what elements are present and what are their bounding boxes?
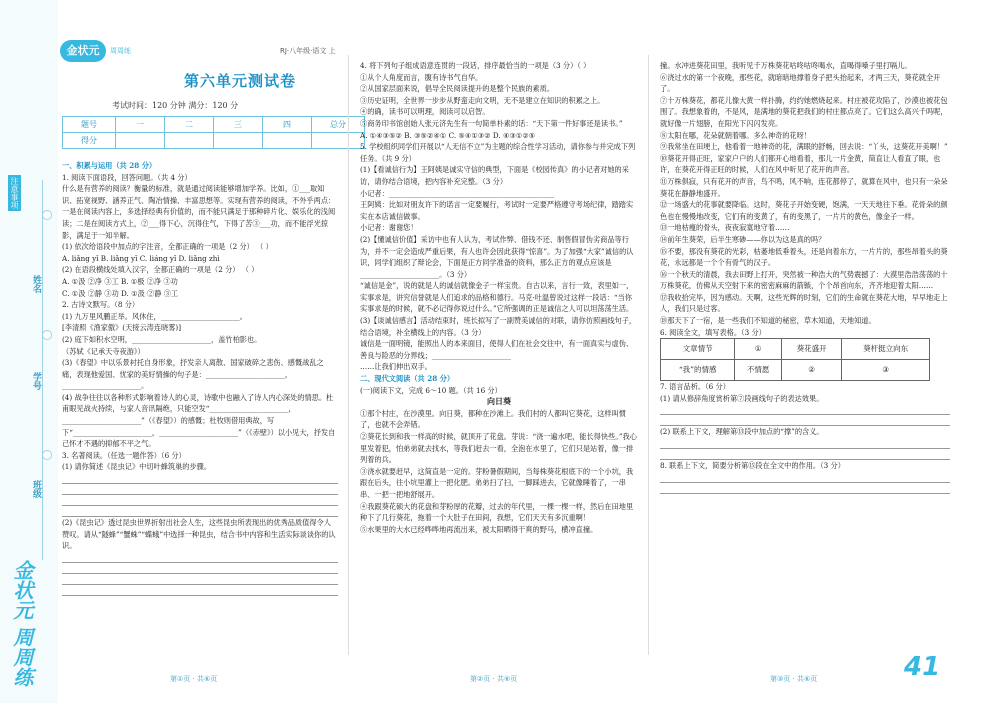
score-cell bbox=[263, 133, 312, 149]
question-text: ⑤水果里的大水已经哗哗地再流出来，被太阳晒得干爽的野马，横冲直撞。 bbox=[360, 524, 598, 534]
answer-line bbox=[62, 563, 338, 574]
question-text: (1) 依次给语段中加点的字注音，全都正确的一项是（2 分） （ ） bbox=[62, 242, 273, 252]
score-header: 题号 bbox=[63, 117, 116, 133]
page-number: 41 bbox=[904, 652, 941, 682]
question-text: ③历史证明，全世界一步步从野蛮走向文明，无不是建立在知识的积累之上。 bbox=[360, 95, 605, 105]
answer-line bbox=[660, 472, 950, 483]
table-cell: 葵杆挺立向东 bbox=[842, 339, 930, 360]
side-tag: 注意事项 bbox=[10, 177, 19, 209]
answer-line bbox=[62, 574, 338, 585]
question-text: ⑪万株俱寂，只有花开的声音，鸟不鸣，风不响，连花都停了，就算在风中，也只有一朵朵葵花在静静地盛开。 bbox=[660, 176, 948, 198]
page-title: 第六单元测试卷 bbox=[183, 72, 296, 90]
question-text: A. liǎng yǐ B. liǎng yǐ C. liáng yǐ D. liǎng zhì bbox=[62, 253, 220, 263]
question-text: (2) 联系上下文，理解第⑬段中加点的“撑”的含义。 bbox=[660, 427, 824, 437]
question-text: “诚信是金”，说的就是人的诚信就像金子一样宝贵。自古以来，言行一致，表里如一，实事求是，讲究信誉就是人们追求的品格和德行。马克·吐温曾说过这样一段话：“当你实事求是的时候，就不必记得你说过什么。”它所强调的正是诚信之人可以坦荡荡生活。 bbox=[360, 281, 634, 314]
answer-line bbox=[660, 404, 950, 415]
table-cell: “我”的情感 bbox=[661, 360, 735, 381]
table-cell: ③ bbox=[842, 360, 930, 381]
question-text: ⑥浇过水的第一个夜晚，那些花，就暗暗地撑着身子把头抬起来，才两三天，葵花就全开了。 bbox=[660, 72, 941, 94]
question-text: ⑭前年生葵荣，后半生寒碜——你以为这是真的吗？ bbox=[660, 234, 826, 244]
reading-table bbox=[660, 338, 930, 381]
question-text: ⑧太阳在哪，花朵就朝着哪。多么神奇的花呀！ bbox=[660, 130, 811, 140]
question-text: A. ①④③⑤② B. ③⑤②④① C. ⑤④①③② D. ④③①②⑤ bbox=[360, 130, 536, 140]
answer-line bbox=[660, 483, 950, 494]
question-text: 诚信是一面明镜，能照出人的本来面目，使得人们在社会交往中，有一面真实与虚伪、善良与险恶的分界线；______________________ bbox=[360, 339, 634, 360]
answer-line bbox=[62, 506, 338, 517]
column-2 bbox=[360, 60, 638, 535]
question-text: (2)《昆虫记》透过昆虫世界折射出社会人生，这些昆虫所表现出的优秀品质值得令人赞叹。请从“隧蜂”“蟹蛛”“蝶蛾”中选择一种昆虫，结合书中内容和生活实际谈谈你的认识。 bbox=[62, 518, 336, 551]
answer-line bbox=[660, 438, 950, 449]
question-text: [李清照《渔家傲》(天接云涛连晓雾)] bbox=[62, 323, 182, 333]
question-text: 撞。水冲进葵花田里，我听见千万株葵花咕咚咕咚喝水，直喝得嗓子里打嗝儿。 bbox=[660, 61, 912, 70]
passage-title: 向日葵 bbox=[487, 396, 511, 407]
table-cell: 文章情节 bbox=[661, 339, 735, 360]
question-text: (1)【看诚信行为】王阿姨是诚实守信的典型，下面是《校园传真》的小记者对她的采访，请你结合语境，把内容补充完整。（3 分） bbox=[360, 165, 629, 186]
question-text: 小记者：谢谢您！ bbox=[360, 223, 418, 233]
question-text: 小记者：______________________________________________ bbox=[360, 188, 555, 198]
score-header: 总分 bbox=[312, 117, 365, 133]
question-text: ⑮不要，那没有葵花的光彩，枯萎地低垂着头，还是向着东方，一片片的，那些昂着头的葵花，永远都是一个个有骨气的汉子。 bbox=[660, 246, 948, 268]
footer-page-2: 第②页 · 共⑥页 bbox=[470, 675, 518, 683]
question-text: 1. 阅读下面语段，回答问题。（共 4 分） bbox=[62, 172, 192, 182]
question-text: ⑩葵花开得正旺，家家户户的人们都开心地看着，那儿一片金黄，简直让人看直了眼，也许，在葵花开得正旺的时候，人们在风中听见了花开的声音。 bbox=[660, 153, 941, 175]
question-text: (4) 战争往往以各种形式影响着诗人的心灵，诗歌中也融入了诗人内心深处的情思。杜甫眼见战火持续，与家人音讯隔绝，只能空发“______________________，______________________”（《春望》）的感慨；杜牧则借用典故，写下“______________________，______________________”（《赤壁》）以小见大，抒发自己怀才不遇的抑郁不平之气。 bbox=[62, 392, 336, 449]
grade-label: RJ·八年级·语文 上 bbox=[280, 47, 336, 55]
class-label: 班级 bbox=[31, 480, 41, 498]
score-cell bbox=[116, 133, 165, 149]
question-text: ⑬一地枯瘦的骨头，夜夜寂寞地守着…… bbox=[660, 223, 790, 233]
question-text: 什么是有营养的阅读？衡量的标准，就是通过阅读能够增加学养。比如，①___取知识、拓宽视野、涵养正气、陶冶情操、丰富思想等。实现有营养的阅读，不外乎两点：一是在阅读内容上，多选择经典有价值的，而不能只满足于那种碎片化、娱乐化的浅阅读；二是在阅读方式上，②___得下心，沉得住气，下得了苦③___功，而不能浮光掠影，满足于一知半解。 bbox=[62, 184, 336, 240]
binding-line bbox=[42, 180, 43, 560]
question-text: 5. 学校组织同学们开展以“人无信不立”为主题的综合性学习活动，请你参与并完成下列任务。（共 9 分） bbox=[360, 142, 636, 163]
question-text: ①那个村庄，在沙漠里。向日葵，都种在沙滩上。我们村的人都叫它葵花，这样叫惯了，也就不会弄错。 bbox=[360, 408, 626, 430]
brand-vertical: 金状元 周周练 bbox=[10, 560, 34, 687]
question-text: 8. 联系上下文，简要分析第⑮段在全文中的作用。（3 分） bbox=[660, 461, 845, 471]
question-text: ①从个人角度而言，腹有诗书气自华。 bbox=[360, 72, 483, 82]
question-text: ②从国家层面来说，倡导全民阅读提升的是整个民族的素质。 bbox=[360, 84, 555, 94]
column-divider bbox=[648, 55, 649, 655]
answer-line bbox=[62, 552, 338, 563]
question-text: (3)《春望》中以乐景衬托自身形象，抒发亲人离散、国家破碎之悲伤、感慨战乱之痛，表现他爱国、忧家的美好情操的句子是：______________________，______________________。 bbox=[62, 358, 324, 391]
question-text: ⑯一个秋天的清晨，我去田野上打开，突然被一种浩大的气势震撼了：大漠里浩浩荡荡的十万株葵花，仿佛从天空射下来的密密麻麻的箭镞，个个昂首向东，齐齐地迎着太阳…… bbox=[660, 269, 948, 291]
score-header: 四 bbox=[263, 117, 312, 133]
column-1 bbox=[62, 160, 338, 596]
question-text: 4. 将下列句子组成语意连贯的一段话，排序最恰当的一项是（3 分）（ ） bbox=[360, 61, 591, 70]
question-text: ③浇水就要赶早，这简直是一定的。芽粉暑假期间，当每株葵花根底下的一个小坑，我跟在后头，往小坑里灌上一把化肥。弟弟扫了扫，一脚踩进去，它就像睡着了，一串串、一把一把地舒展开。 bbox=[360, 466, 634, 499]
table-cell: ① bbox=[735, 339, 782, 360]
answer-line bbox=[62, 585, 338, 596]
score-table bbox=[62, 116, 365, 149]
question-text: (2) 庭下如积水空明，______________________，盖竹柏影也。 bbox=[62, 334, 262, 344]
section-heading: 一、积累与运用（共 28 分） bbox=[62, 161, 157, 170]
question-text: A. ①汲 ②净 ③工 B. ①极 ②净 ③功 bbox=[62, 276, 178, 286]
score-header: 三 bbox=[214, 117, 263, 133]
footer-page-1: 第①页 · 共⑥页 bbox=[170, 675, 218, 683]
question-text: C. ①汲 ②静 ③功 D. ①汲 ②静 ③工 bbox=[62, 288, 179, 298]
question-text: （苏轼《记承天寺夜游》） bbox=[62, 346, 145, 356]
score-cell bbox=[214, 133, 263, 149]
footer-page-3: 第③页 · 共⑥页 bbox=[770, 675, 818, 683]
question-text: (一)阅读下文，完成 6～10 题。（共 16 分） bbox=[360, 385, 502, 395]
score-header: 二 bbox=[165, 117, 214, 133]
score-cell bbox=[312, 133, 365, 149]
question-text: ⑱那天下了一宿，是一些我们不知道的秘密，草木知道，天地知道。 bbox=[660, 316, 876, 326]
answer-line bbox=[62, 473, 338, 484]
question-text: ⑤商务印书馆创始人张元济先生有一句简单朴素的话：“天下第一件好事还是读书。” bbox=[360, 118, 623, 128]
question-text: 7. 语言品析。（6 分） bbox=[660, 382, 730, 392]
brand-logo: 金状元 bbox=[60, 40, 106, 62]
answer-line bbox=[62, 484, 338, 495]
binding-hole bbox=[42, 330, 52, 340]
question-text: ⑫一场盛大的花事就要降临。这时，葵花子开始变硬，饱满，一天天地往下垂。花骨朵的颜色也在慢慢地改变，它们有的变黄了，有的变黑了，一片片的黄色，像金子一样。 bbox=[660, 200, 948, 221]
question-text: (2)【懂诚信价值】采访中也有人认为，考试作弊、借钱不还、制售假冒伪劣商品等行为，并不一定会造成严重后果，有人也许会因此获得“惊喜”。为了加强“大家”诚信的认识，同学们组织了辩论会，下面是正方同学准备的资料，那么正方的观点应该是______________________。（3 分） bbox=[360, 234, 634, 279]
score-cell bbox=[165, 133, 214, 149]
brand-sub: 周周练 bbox=[110, 47, 131, 55]
answer-line bbox=[62, 495, 338, 506]
question-text: 6. 阅读全文，填写表格。（3 分） bbox=[660, 327, 766, 337]
binding-hole bbox=[42, 450, 52, 460]
table-cell: ② bbox=[781, 360, 841, 381]
question-text: (1) 请从修辞角度赏析第⑦段画线句子的表达效果。 bbox=[660, 393, 824, 403]
question-text: (1) 请你简述《昆虫记》中切叶蜂筑巢的步骤。 bbox=[62, 462, 212, 472]
question-text: 王阿姨：比如对朋友许下的诺言一定要履行，考试时一定要严格遵守考场纪律，踏踏实实在本店诚信做事。 bbox=[360, 200, 634, 221]
table-cell: 葵花盛开 bbox=[781, 339, 841, 360]
name-label: 姓名 bbox=[31, 275, 41, 293]
question-text: (1) 九万里风鹏正举。风休住，______________________。 bbox=[62, 311, 247, 321]
question-text: (2) 在语段横线处填入汉字，全都正确的一项是（2 分） （ ） bbox=[62, 265, 259, 275]
question-text: (3)【谈诚信感言】活动结束时，班长拟写了一副赞美诚信的对联，请你仿照画线句子，结合语境，补全横线上的内容。（3 分） bbox=[360, 316, 637, 337]
question-text: ⑦十万株葵花，都花儿像大黄一样扑腾，约约她燃烧起来。村庄被花攻陷了，沙漠也被花包围了。我想象着的，不是风，是满地的葵花把我们的村庄都点亮了。它们这么高兴千吗呢，就好像一片翅膀，在阳光下闪闪发亮。 bbox=[660, 95, 948, 128]
column-divider bbox=[348, 55, 349, 655]
column-3 bbox=[660, 60, 950, 494]
score-label: 得分 bbox=[63, 133, 116, 149]
question-text: ②葵花长到和我一样高的时候，就顶开了花盘。芽说：“浇一遍水吧，能长得快些。”我心里发着犯，怕弟弟就去找水，等我们赶去一看，全泡在水里了，它们只是站着，像一排列着的兵。 bbox=[360, 432, 637, 465]
question-text: ④的确，读书可以明理，阅读可以启智。 bbox=[360, 107, 490, 117]
binding-hole bbox=[42, 210, 52, 220]
question-text: ⑨我常坐在田埂上，他看着一地神奇的花，满眼的舒畅，回去说：“丫头，这葵花开美啊！” bbox=[660, 142, 948, 152]
answer-line bbox=[660, 449, 950, 460]
answer-line bbox=[660, 415, 950, 426]
score-header: 一 bbox=[116, 117, 165, 133]
exam-info: 考试时间：120 分钟 满分：120 分 bbox=[112, 101, 239, 110]
section-heading: 二、现代文阅读（共 28 分） bbox=[360, 374, 455, 384]
question-text: 3. 名著阅读。（任选一题作答）（6 分） bbox=[62, 450, 186, 460]
question-text: 2. 古诗文默写。（8 分） bbox=[62, 300, 140, 310]
table-cell: 不情愿 bbox=[735, 360, 782, 381]
question-text: ⑰我收拾完毕，因为感动。天啊，这些光辉的时刻，它们的生命就在葵花大地，早早地走上人，我们只是过客。 bbox=[660, 292, 948, 314]
question-text: ……让我们伸出双手。 bbox=[360, 362, 432, 372]
question-text: ④我跟葵花硕大的花盘和芽粉厚的花瓣，过去的年代里，一棵一棵一样，然后在田地里种下了几行葵花，拖着一个大肚子在田间，我想，它们天天有多沉重啊！ bbox=[360, 501, 634, 523]
student-no-label: 学号 bbox=[31, 372, 41, 390]
